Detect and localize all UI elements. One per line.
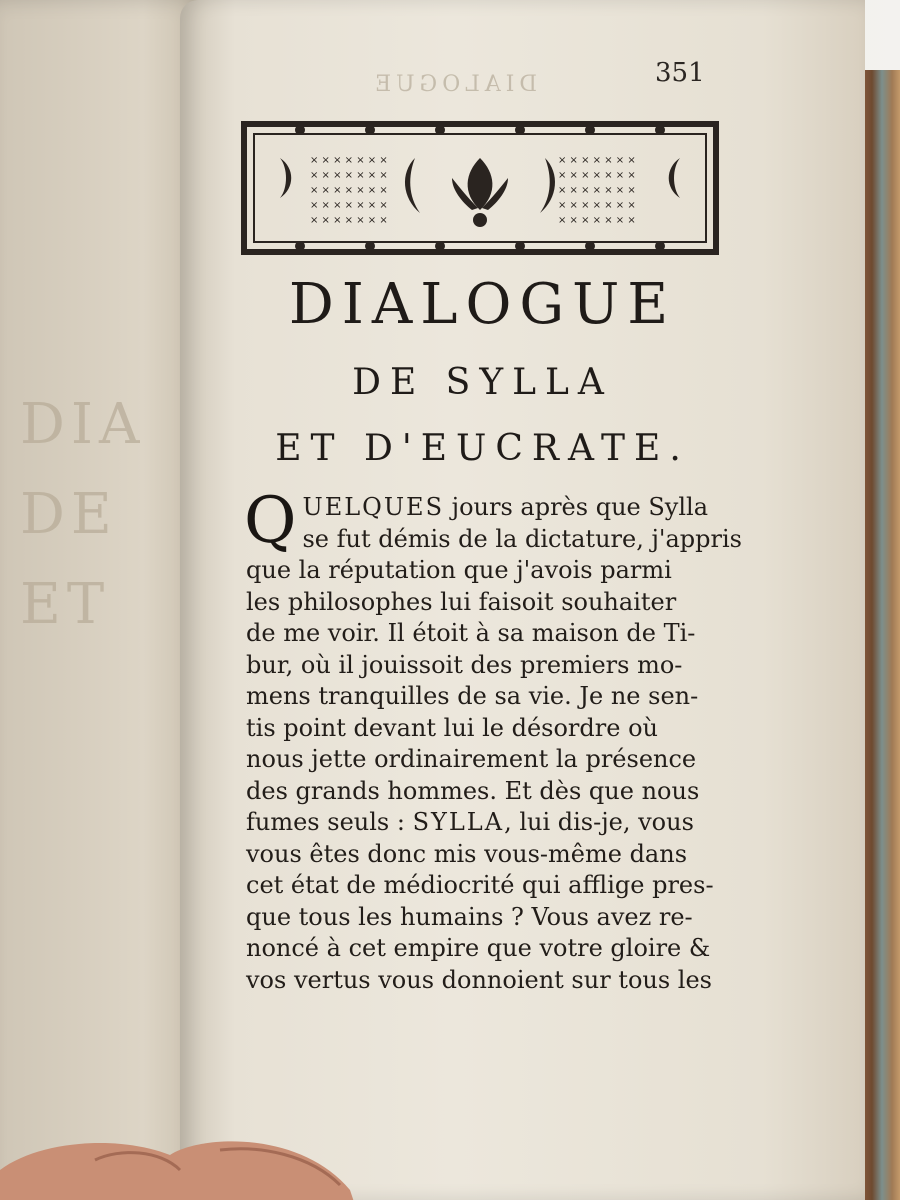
text-line (246, 807, 716, 839)
ghost-line: DIA (20, 392, 146, 457)
text-line: que tous les humains ? Vous avez re- (246, 902, 693, 931)
title-line-3: ET D'EUCRATE. (275, 428, 690, 469)
svg-text:× × × × × × ×: × × × × × × × (558, 200, 636, 211)
name-smallcaps: SYLLA (412, 808, 505, 836)
text-line: tis point devant lui le désordre où (246, 713, 658, 742)
svg-text:× × × × × × ×: × × × × × × × (558, 170, 636, 181)
running-head-show-through: DIALOGUE (370, 72, 538, 97)
text-line (246, 492, 716, 524)
opening-words: UELQUES (302, 493, 445, 521)
text-fragment: fumes seuls : (246, 808, 413, 836)
body-text (244, 484, 742, 996)
text-fragment: , lui dis-je, vous (504, 808, 694, 836)
title-main: DIALOGUE (288, 272, 677, 337)
text-line: cet état de médiocrité qui afflige pres- (246, 871, 714, 899)
text-line: de me voir. Il étoit à sa maison de Ti- (246, 619, 696, 647)
svg-text:× × × × × × ×: × × × × × × × (310, 200, 388, 211)
svg-text:× × × × × × ×: × × × × × × × (558, 215, 636, 226)
drop-cap: Q (244, 484, 297, 558)
text-line: noncé à cet empire que votre gloire & (246, 934, 711, 962)
svg-text:× × × × × × ×: × × × × × × × (558, 185, 636, 196)
ghost-line: ET (20, 572, 111, 637)
text-fragment: jours après que Sylla (444, 493, 709, 521)
page-number: 351 (655, 58, 705, 88)
text-line: vous êtes donc mis vous-même dans (246, 839, 688, 868)
text-line: les philosophes lui faisoit souhaiter (246, 587, 677, 616)
left-page-show-through (20, 380, 145, 650)
svg-text:× × × × × × ×: × × × × × × × (558, 155, 636, 166)
thumb (0, 1130, 360, 1200)
svg-text:× × × × × × ×: × × × × × × × (310, 185, 388, 196)
svg-text:× × × × × × ×: × × × × × × × (310, 155, 388, 166)
text-line: que la réputation que j'avois parmi (246, 556, 672, 584)
headpiece-ornament (240, 118, 720, 258)
text-line: bur, où il jouissoit des premiers mo- (246, 650, 683, 679)
ghost-line: DE (20, 482, 118, 547)
text-line: des grands hommes. Et dès que nous (246, 776, 700, 805)
svg-text:× × × × × × ×: × × × × × × × (310, 215, 388, 226)
book-binding (860, 70, 900, 1200)
svg-text:× × × × × × ×: × × × × × × × (310, 170, 388, 181)
left-page (0, 0, 205, 1200)
text-line: vos vertus vous donnoient sur tous les (246, 965, 712, 994)
text-line: mens tranquilles de sa vie. Je ne sen- (246, 682, 699, 710)
title-line-2: DE SYLLA (352, 362, 613, 403)
text-line: nous jette ordinairement la présence (246, 745, 697, 773)
text-line: se fut démis de la dictature, j'appris (302, 524, 742, 553)
